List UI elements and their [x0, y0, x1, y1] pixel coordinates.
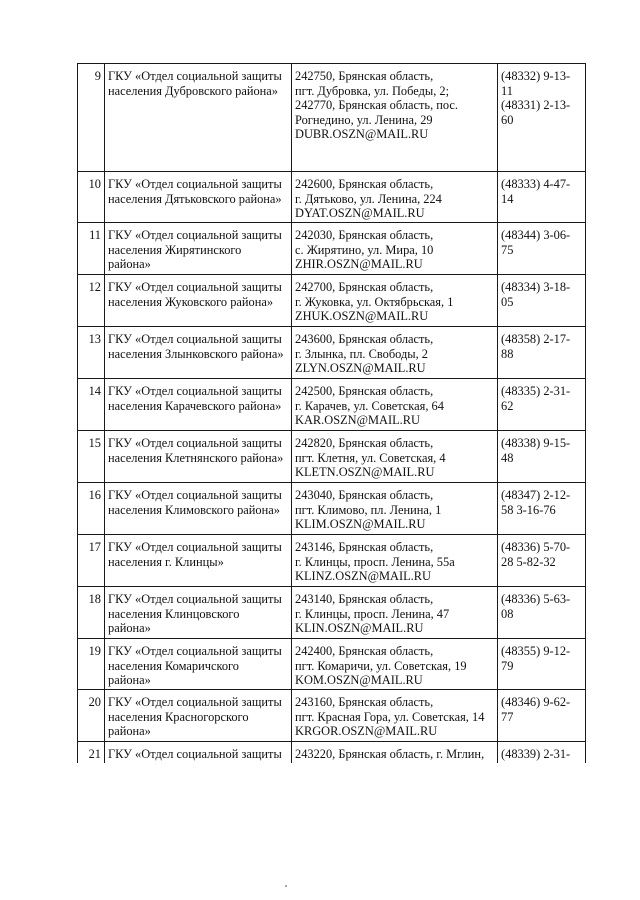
office-name-cell [105, 639, 292, 690]
phone-line: 14 [501, 191, 514, 206]
phone-line: (48344) 3-06- [501, 228, 571, 242]
office-name-line: ГКУ «Отдел социальной защиты [108, 280, 282, 294]
office-name-line: ГКУ «Отдел социальной защиты [108, 228, 282, 242]
address-line: с. Жирятино, ул. Мира, 10 [295, 242, 434, 257]
table-row [78, 275, 586, 327]
phone-line: 75 [501, 242, 514, 257]
table-row [78, 172, 586, 223]
table-row [78, 223, 586, 275]
address-line: KAR.OSZN@MAIL.RU [295, 413, 420, 428]
table-row [78, 483, 586, 535]
address-line: KLIN.OSZN@MAIL.RU [295, 621, 424, 636]
address-line: г. Дятьково, ул. Ленина, 224 [295, 191, 442, 206]
row-number-cell: 16 [78, 483, 105, 535]
table-row [78, 431, 586, 483]
office-name-cell [105, 379, 292, 431]
office-name-cell [105, 64, 292, 172]
office-name-line: населения Дубровского района» [108, 83, 278, 98]
table-row [78, 327, 586, 379]
office-name-cell [105, 327, 292, 379]
table-body [78, 64, 586, 764]
phone-cell [498, 587, 586, 639]
address-line: 242770, Брянская область, пос. [295, 98, 459, 113]
office-name-line: ГКУ «Отдел социальной защиты [108, 695, 282, 709]
address-line: 243600, Брянская область, [295, 332, 434, 346]
office-name-cell [105, 535, 292, 587]
phone-cell [498, 275, 586, 327]
address-line: пгт. Красная Гора, ул. Советская, 14 [295, 709, 485, 724]
phone-line: 58 3-16-76 [501, 502, 556, 517]
address-line: 242030, Брянская область, [295, 228, 434, 242]
row-number-cell: 19 [78, 639, 105, 690]
office-name-cell [105, 431, 292, 483]
address-cell [292, 639, 498, 690]
phone-cell [498, 639, 586, 690]
row-number-cell: 12 [78, 275, 105, 327]
phone-line: (48355) 9-12- [501, 644, 571, 658]
phone-line: 08 [501, 606, 514, 621]
phone-cell [498, 223, 586, 275]
phone-cell [498, 327, 586, 379]
address-cell [292, 587, 498, 639]
address-line: Рогнедино, ул. Ленина, 29 [295, 112, 433, 127]
phone-line: 28 5-82-32 [501, 554, 556, 569]
table-row [78, 742, 586, 764]
address-cell [292, 535, 498, 587]
address-line: ZHUK.OSZN@MAIL.RU [295, 309, 429, 324]
office-name-cell [105, 275, 292, 327]
address-line: KLINZ.OSZN@MAIL.RU [295, 569, 431, 584]
office-name-line: населения Красногорского [108, 709, 249, 724]
phone-line: (48333) 4-47- [501, 177, 571, 191]
address-cell [292, 64, 498, 172]
office-name-line: ГКУ «Отдел социальной защиты [108, 540, 282, 554]
address-line: г. Жуковка, ул. Октябрьская, 1 [295, 294, 454, 309]
address-line: пгт. Дубровка, ул. Победы, 2; [295, 83, 450, 98]
table-row [78, 64, 586, 172]
address-line: DUBR.OSZN@MAIL.RU [295, 127, 429, 142]
office-name-line: ГКУ «Отдел социальной защиты [108, 69, 282, 83]
phone-line: (48334) 3-18- [501, 280, 571, 294]
address-line: пгт. Комаричи, ул. Советская, 19 [295, 658, 467, 673]
row-number-cell: 17 [78, 535, 105, 587]
address-line: 243140, Брянская область, [295, 592, 434, 606]
address-line: DYAT.OSZN@MAIL.RU [295, 206, 425, 221]
address-line: 242820, Брянская область, [295, 436, 434, 450]
office-name-line: ГКУ «Отдел социальной защиты [108, 384, 282, 398]
address-line: пгт. Клетня, ул. Советская, 4 [295, 450, 446, 465]
phone-cell [498, 742, 586, 764]
office-name-cell [105, 742, 292, 764]
address-cell [292, 742, 498, 764]
phone-line: (48346) 9-62- [501, 695, 571, 709]
phone-line: (48347) 2-12- [501, 488, 571, 502]
address-cell [292, 327, 498, 379]
phone-line: (48335) 2-31- [501, 384, 571, 398]
office-name-line: населения Жуковского района» [108, 294, 274, 309]
address-line: 242400, Брянская область, [295, 644, 434, 658]
row-number-cell: 21 [78, 742, 105, 764]
office-name-cell [105, 483, 292, 535]
office-name-cell [105, 690, 292, 742]
phone-line: (48332) 9-13- [501, 69, 571, 83]
phone-line: 79 [501, 658, 514, 673]
phone-cell [498, 535, 586, 587]
office-name-line: населения Клетнянского района» [108, 450, 284, 465]
phone-cell [498, 483, 586, 535]
office-name-line: населения Климовского района» [108, 502, 280, 517]
address-line: KLIM.OSZN@MAIL.RU [295, 517, 426, 532]
address-line: г. Клинцы, просп. Ленина, 55а [295, 554, 455, 569]
row-number-cell: 18 [78, 587, 105, 639]
office-name-line: населения Жирятинского [108, 242, 242, 257]
office-name-line: ГКУ «Отдел социальной защиты [108, 436, 282, 450]
row-number-cell: 14 [78, 379, 105, 431]
phone-line: 77 [501, 709, 514, 724]
address-line: KLETN.OSZN@MAIL.RU [295, 465, 435, 480]
address-line: 242750, Брянская область, [295, 69, 434, 83]
office-name-cell [105, 172, 292, 223]
phone-cell [498, 431, 586, 483]
address-line: г. Клинцы, просп. Ленина, 47 [295, 606, 450, 621]
office-name-cell [105, 223, 292, 275]
phone-line: (48336) 5-70- [501, 540, 571, 554]
address-line: ZLYN.OSZN@MAIL.RU [295, 361, 426, 376]
address-cell [292, 379, 498, 431]
office-name-line: ГКУ «Отдел социальной защиты [108, 592, 282, 606]
phone-cell [498, 172, 586, 223]
row-number-cell: 9 [78, 64, 105, 172]
office-name-line: населения Комаричского [108, 658, 239, 673]
address-cell [292, 690, 498, 742]
table-row [78, 587, 586, 639]
office-name-line: населения Злынковского района» [108, 346, 284, 361]
address-line: г. Злынка, пл. Свободы, 2 [295, 346, 428, 361]
address-line: ZHIR.OSZN@MAIL.RU [295, 257, 423, 272]
address-cell [292, 483, 498, 535]
office-name-line: района» [108, 724, 151, 739]
phone-line: 48 [501, 450, 514, 465]
phone-line: (48358) 2-17- [501, 332, 571, 346]
address-line: 242600, Брянская область, [295, 177, 434, 191]
address-line: г. Карачев, ул. Советская, 64 [295, 398, 444, 413]
address-cell [292, 223, 498, 275]
table-row [78, 690, 586, 742]
office-name-line: ГКУ «Отдел социальной защиты [108, 177, 282, 191]
phone-cell [498, 64, 586, 172]
address-cell [292, 275, 498, 327]
office-name-line: населения Карачевского района» [108, 398, 282, 413]
phone-line: (48338) 9-15- [501, 436, 571, 450]
row-number-cell: 20 [78, 690, 105, 742]
phone-line: 05 [501, 294, 514, 309]
phone-line: (48339) 2-31- [501, 747, 571, 761]
office-name-line: населения Клинцовского [108, 606, 240, 621]
office-name-line: района» [108, 673, 151, 688]
address-line: пгт. Климово, пл. Ленина, 1 [295, 502, 442, 517]
office-name-line: ГКУ «Отдел социальной защиты [108, 644, 282, 658]
phone-line: (48331) 2-13- [501, 98, 571, 113]
row-number-cell: 10 [78, 172, 105, 223]
address-line: 243040, Брянская область, [295, 488, 434, 502]
phone-line: 60 [501, 112, 514, 127]
address-line: KOM.OSZN@MAIL.RU [295, 673, 423, 688]
address-line: 243220, Брянская область, г. Мглин, [295, 747, 485, 761]
address-cell [292, 431, 498, 483]
address-line: 243146, Брянская область, [295, 540, 434, 554]
office-name-line: ГКУ «Отдел социальной защиты [108, 488, 282, 502]
address-line: 243160, Брянская область, [295, 695, 434, 709]
offices-table [77, 63, 586, 763]
office-name-line: района» [108, 621, 151, 636]
phone-line: 11 [501, 83, 513, 98]
office-name-line: района» [108, 257, 151, 272]
address-line: 242700, Брянская область, [295, 280, 434, 294]
phone-line: (48336) 5-63- [501, 592, 571, 606]
offices-table-container [77, 63, 585, 763]
office-name-cell [105, 587, 292, 639]
address-cell [292, 172, 498, 223]
table-row [78, 535, 586, 587]
scan-speck [285, 885, 287, 887]
office-name-line: ГКУ «Отдел социальной защиты [108, 332, 282, 346]
address-line: 242500, Брянская область, [295, 384, 434, 398]
row-number-cell: 11 [78, 223, 105, 275]
row-number-cell: 15 [78, 431, 105, 483]
table-row [78, 379, 586, 431]
table-row [78, 639, 586, 690]
address-line: KRGOR.OSZN@MAIL.RU [295, 724, 438, 739]
phone-line: 62 [501, 398, 514, 413]
office-name-line: населения Дятьковского района» [108, 191, 282, 206]
phone-cell [498, 379, 586, 431]
phone-line: 88 [501, 346, 514, 361]
phone-cell [498, 690, 586, 742]
office-name-line: населения г. Клинцы» [108, 554, 224, 569]
office-name-line: ГКУ «Отдел социальной защиты [108, 747, 282, 761]
row-number-cell: 13 [78, 327, 105, 379]
